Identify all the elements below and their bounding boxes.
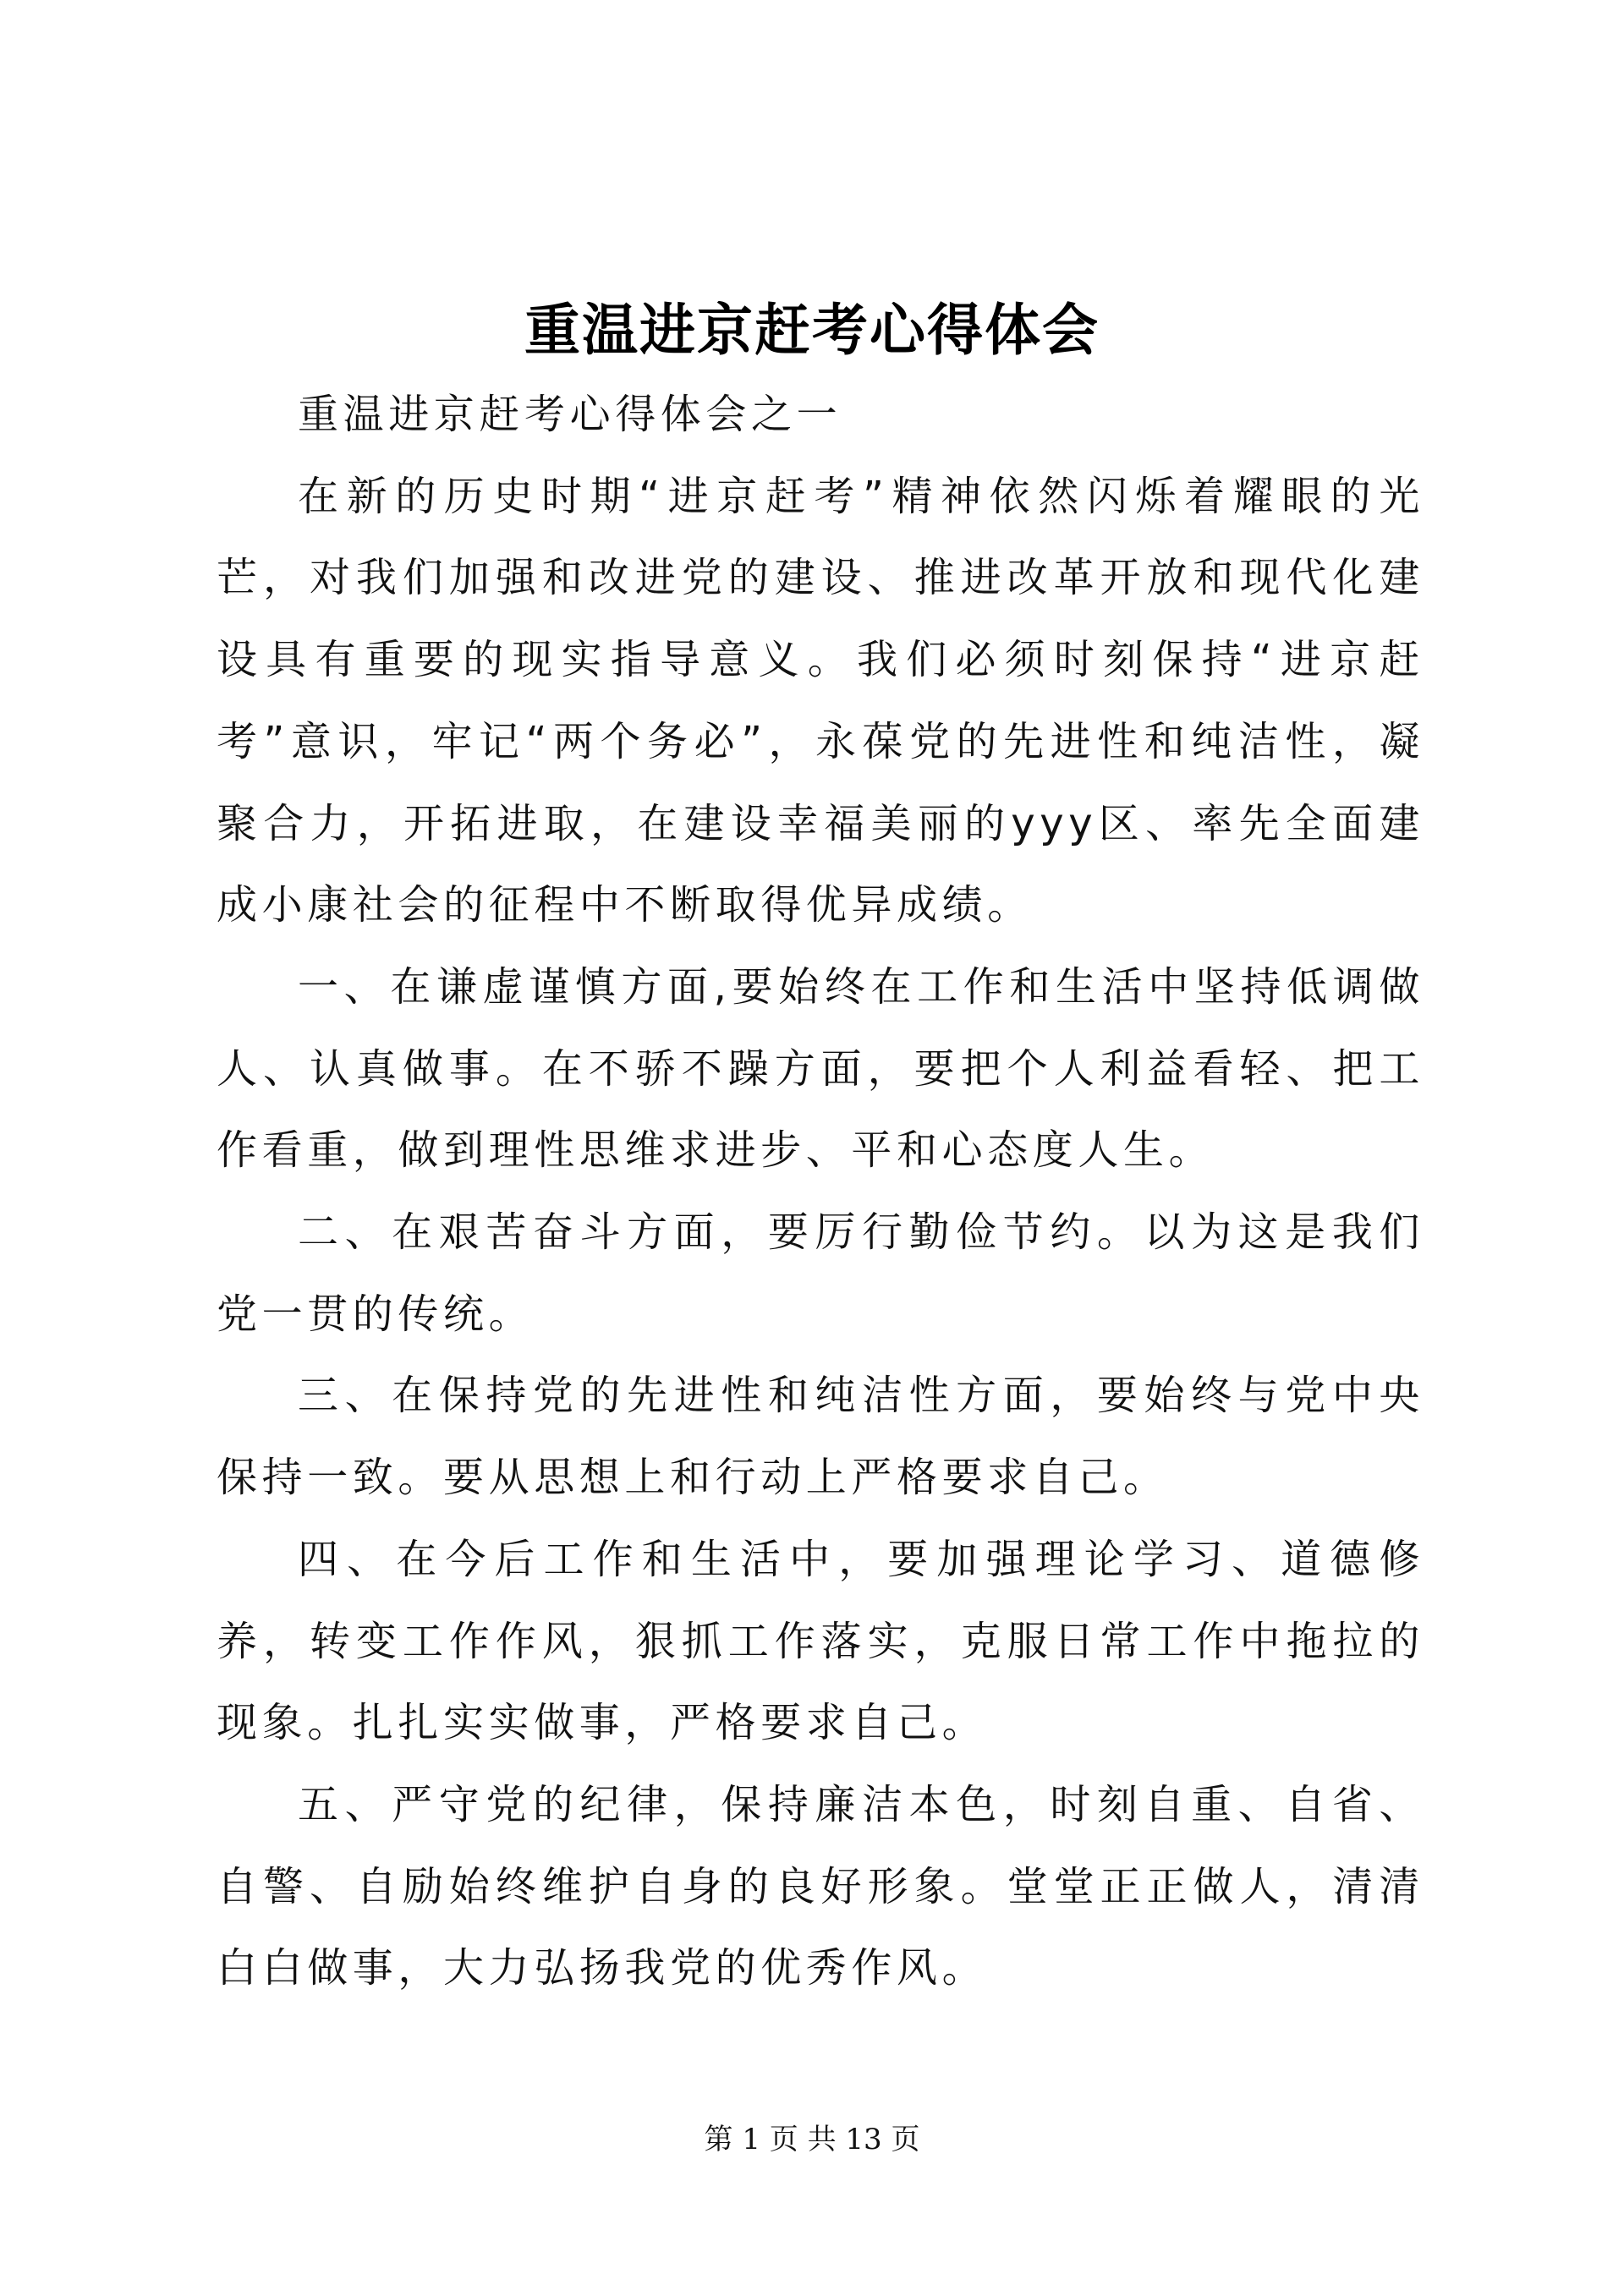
point-three-paragraph: 三、在保持党的先进性和纯洁性方面，要始终与党中央保持一致。要从思想上和行动上严格要求自己。: [217, 1372, 1424, 1502]
point-two-paragraph: 二、在艰苦奋斗方面，要厉行勤俭节约。以为这是我们党一贯的传统。: [217, 1208, 1424, 1338]
page-number-footer: 第 1 页 共 13 页: [704, 2123, 920, 2156]
point-four-paragraph: 四、在今后工作和生活中，要加强理论学习、道德修养，转变工作作风，狠抓工作落实，克服日常工作中拖拉的现象。扎扎实实做事，严格要求自己。: [217, 1535, 1424, 1747]
point-one-paragraph: 一、在谦虚谨慎方面,要始终在工作和生活中坚持低调做人、认真做事。在不骄不躁方面，要把个人利益看轻、把工作看重，做到理性思维求进步、平和心态度人生。: [217, 962, 1424, 1175]
subtitle-paragraph: 重温进京赶考心得体会之一: [298, 391, 842, 438]
document-body: [217, 374, 1424, 2009]
intro-paragraph: 在新的历史时期“进京赶考”精神依然闪烁着耀眼的光芒，对我们加强和改进党的建设、推进改革开放和现代化建设具有重要的现实指导意义。我们必须时刻保持“进京赶考”意识，牢记“两个务必”，永葆党的先进性和纯洁性，凝聚合力，开拓进取，在建设幸福美丽的yyy区、率先全面建成小康社会的征程中不断取得优异成绩。: [217, 472, 1424, 929]
point-five-paragraph: 五、严守党的纪律，保持廉洁本色，时刻自重、自省、自警、自励始终维护自身的良好形象。堂堂正正做人，清清白白做事，大力弘扬我党的优秀作风。: [217, 1780, 1424, 1992]
document-title: 重温进京赶考心得体会: [524, 297, 1100, 363]
